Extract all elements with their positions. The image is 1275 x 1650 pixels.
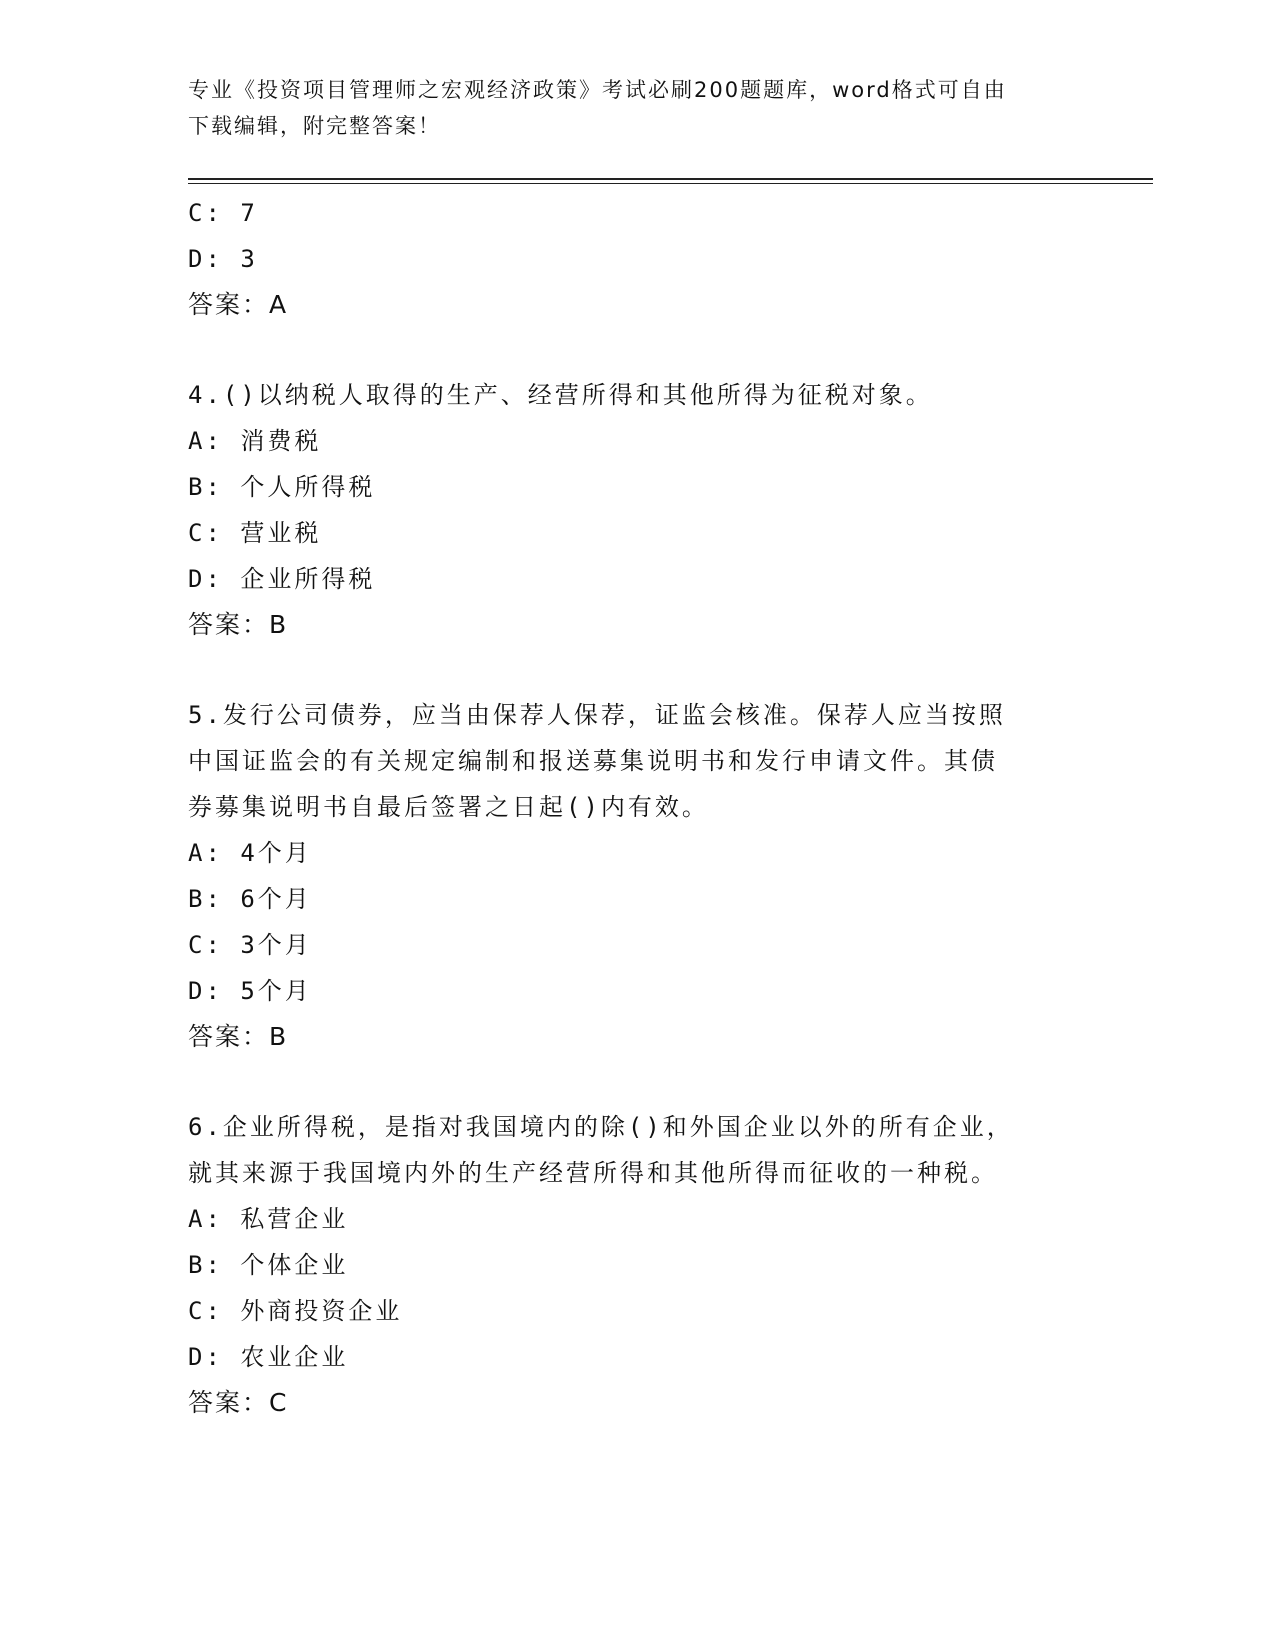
question-text: 6.企业所得税，是指对我国境内的除()和外国企业以外的所有企业， xyxy=(188,1113,1014,1141)
header-divider-thick xyxy=(188,178,1153,180)
question-5 xyxy=(188,692,1088,1060)
spacer xyxy=(188,648,1088,692)
option-a: A: 消费税 xyxy=(188,427,322,455)
spacer xyxy=(188,1060,1088,1104)
question-4 xyxy=(188,372,1088,648)
answer-line: 答案：B xyxy=(188,610,289,639)
option-d: D: 企业所得税 xyxy=(188,565,376,593)
header-line-1: 专业《投资项目管理师之宏观经济政策》考试必刷200题题库，word格式可自由 xyxy=(188,78,1007,102)
option-d: D: 3 xyxy=(188,245,258,273)
answer-line: 答案：A xyxy=(188,290,289,319)
question-text: 5.发行公司债券，应当由保荐人保荐，证监会核准。保荐人应当按照 xyxy=(188,701,1006,729)
option-c: C: 外商投资企业 xyxy=(188,1297,403,1325)
document-header xyxy=(188,72,1068,144)
option-d: D: 5个月 xyxy=(188,977,312,1005)
option-c: C: 7 xyxy=(188,199,258,227)
option-d: D: 农业企业 xyxy=(188,1343,349,1371)
option-a: A: 4个月 xyxy=(188,839,312,867)
option-a: A: 私营企业 xyxy=(188,1205,349,1233)
option-b: B: 6个月 xyxy=(188,885,312,913)
option-c: C: 3个月 xyxy=(188,931,312,959)
question-content xyxy=(188,190,1088,1426)
header-line-2: 下载编辑，附完整答案！ xyxy=(188,114,441,138)
question-6 xyxy=(188,1104,1088,1426)
question-text: 就其来源于我国境内外的生产经营所得和其他所得而征收的一种税。 xyxy=(188,1159,998,1187)
answer-line: 答案：B xyxy=(188,1022,289,1051)
header-divider-thin xyxy=(188,183,1153,184)
question-text: 4.()以纳税人取得的生产、经营所得和其他所得为征税对象。 xyxy=(188,381,933,409)
option-b: B: 个体企业 xyxy=(188,1251,349,1279)
question-3-tail xyxy=(188,190,1088,328)
answer-line: 答案：C xyxy=(188,1388,289,1417)
question-text: 中国证监会的有关规定编制和报送募集说明书和发行申请文件。其债 xyxy=(188,747,998,775)
spacer xyxy=(188,328,1088,372)
option-c: C: 营业税 xyxy=(188,519,322,547)
question-text: 券募集说明书自最后签署之日起()内有效。 xyxy=(188,793,709,821)
option-b: B: 个人所得税 xyxy=(188,473,376,501)
